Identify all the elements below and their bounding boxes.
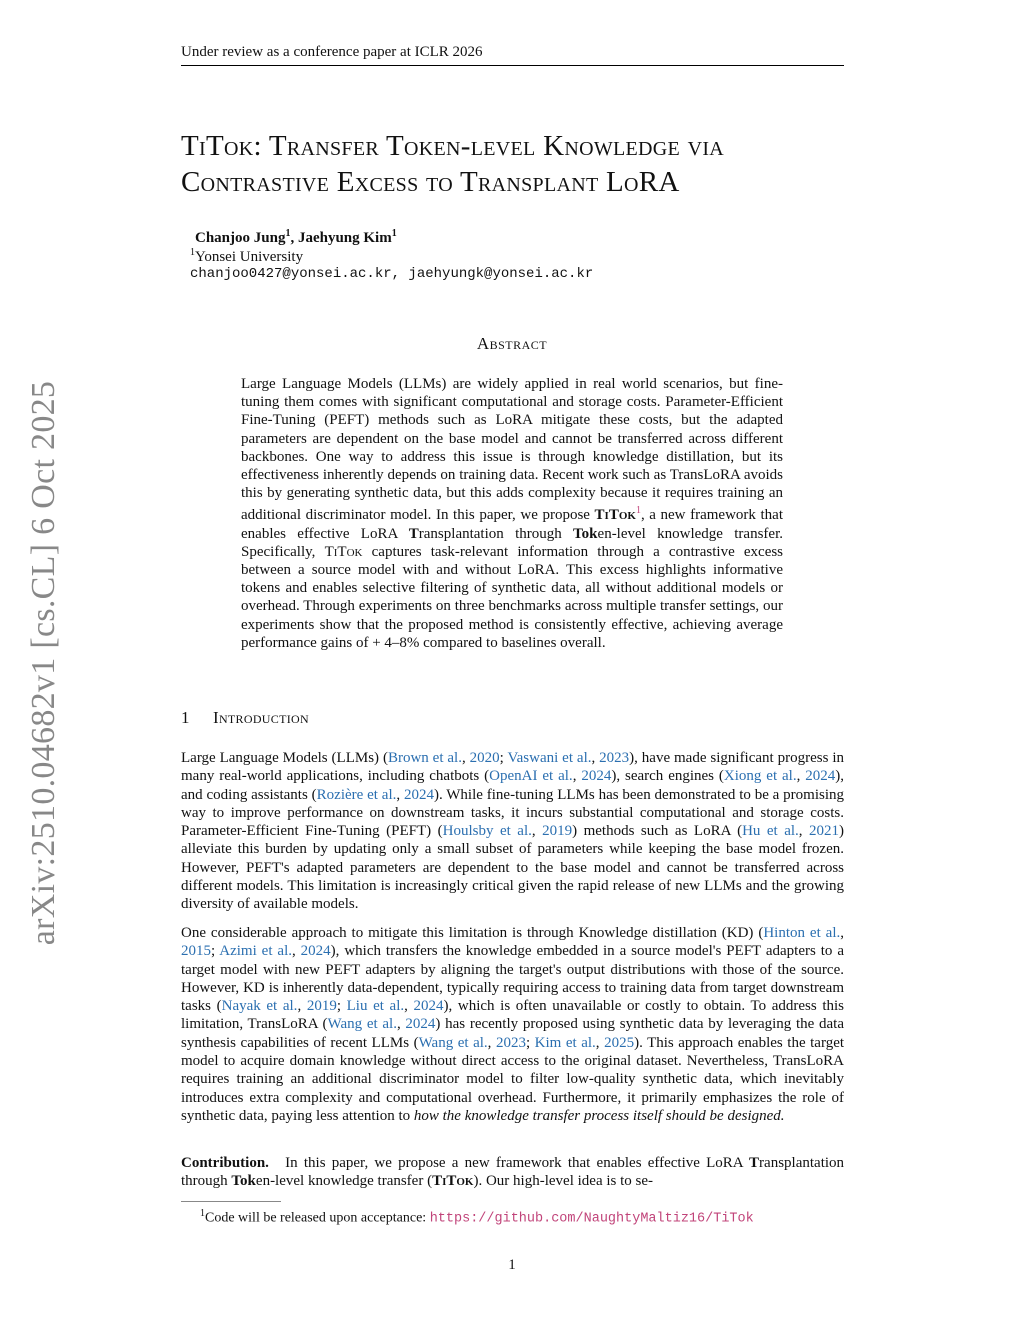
citation-link[interactable]: 2024: [403, 786, 434, 803]
paragraph-text: ,: [396, 786, 404, 803]
abstract-text: ransplantation through: [418, 525, 562, 542]
author-emails: chanjoo0427@yonsei.ac.kr, jaehyungk@yonsei.ac.kr: [190, 266, 594, 282]
abstract-body: [241, 375, 783, 652]
footnote-link[interactable]: 1: [635, 505, 641, 517]
emphasis-text: how the knowledge transfer process itself should be designed.: [413, 1107, 785, 1124]
paragraph-text: ,: [297, 998, 307, 1015]
affil-mark: 1: [391, 228, 397, 239]
paragraph-text: ;: [211, 943, 220, 960]
citation-link[interactable]: Rozière et al.: [316, 786, 397, 803]
footnote-mark: 1: [200, 1208, 205, 1219]
acronym-letter: T: [749, 1155, 760, 1171]
citation-link[interactable]: Xiong et al.: [723, 768, 797, 785]
citation-link[interactable]: Hu et al.: [742, 823, 799, 840]
code-url-link[interactable]: https://github.com/NaughtyMaltiz16/TiTok: [429, 1211, 754, 1227]
affil-mark: 1: [190, 247, 195, 258]
paragraph-text: ), have made significant progress in many real-world applications, including chatbots (: [181, 750, 845, 785]
citation-link[interactable]: 2024: [805, 768, 836, 785]
paragraph-text: ,: [396, 1016, 406, 1033]
abstract-text: captures task-relevant information through a contrastive excess between a source model with and without LoRA. This excess highlights informative tokens and enables selective filtering of synthetic data, all without additional models or overhead. Through experiments on three benchmarks across multiple transfer settings, our experiments show that the proposed method is consistently effective, achieving average performance gains of + 4–8% compared to baselines overall.: [241, 543, 784, 651]
acronym-letter: T: [408, 525, 419, 542]
citation-link[interactable]: Nayak et al.: [221, 998, 298, 1015]
affiliation: [190, 247, 303, 266]
paragraph-text: ;: [525, 1034, 535, 1051]
citation-link[interactable]: Brown et al.: [387, 750, 462, 766]
citation-link[interactable]: 2015: [181, 943, 211, 960]
method-name: TiTok: [432, 1173, 474, 1190]
author-name: Chanjoo Jung: [195, 230, 286, 246]
citation-link[interactable]: Houlsby et al.: [442, 823, 532, 840]
paragraph-text: ), which is often unavailable or costly to obtain. To address this limitation, TransLoRA (: [181, 998, 845, 1033]
paragraph-text: ;: [336, 998, 347, 1015]
acronym-letter: Tok: [573, 525, 598, 542]
paragraph-text: ,: [796, 768, 806, 785]
citation-link[interactable]: Kim et al.: [534, 1034, 596, 1051]
citation-link[interactable]: 2025: [604, 1034, 635, 1051]
paragraph-text: ,: [572, 768, 582, 785]
paragraph-text: ). This approach enables the target model to acquire domain knowledge without direct access to the original dataset. Nevertheless, TransLoRA requires training an additional discriminator model to filter low-quality synthetic data, which inevitably introduces extra complexity and computational overhead. Furthermore, it primarily emphasizes the role of synthetic data, paying less attention to: [181, 1034, 845, 1124]
footnote-divider: [181, 1201, 281, 1202]
paragraph-text: ,: [595, 1034, 605, 1051]
title-line-1: TiTok: Transfer Token-level Knowledge via: [181, 130, 725, 162]
running-header: Under review as a conference paper at ICLR 2026: [181, 44, 844, 66]
paragraph-text: ,: [461, 750, 470, 766]
citation-link[interactable]: 2023: [495, 1034, 526, 1051]
page-number: 1: [508, 1257, 516, 1273]
citation-link[interactable]: Hinton et al.: [763, 925, 841, 941]
paragraph-text: In this paper, we propose a new framework that enables effective LoRA: [285, 1155, 743, 1171]
citation-link[interactable]: 2024: [581, 768, 612, 785]
acronym-letter: Tok: [231, 1173, 256, 1190]
citation-link[interactable]: 2024: [413, 998, 444, 1015]
author-list: Chanjoo Jung$^1$, Jaehyung Kim$^1$: [195, 228, 397, 246]
section-heading: [181, 708, 309, 728]
citation-link[interactable]: OpenAI et al.: [489, 768, 573, 785]
affiliation-name: Yonsei University: [195, 249, 304, 265]
method-name: TiTok: [324, 543, 363, 560]
paragraph-text: ), and coding assistants (: [181, 768, 845, 803]
paragraph-text: ), which transfers the knowledge embedded in a source model's PEFT adapters to a target model with new PEFT adapters by aligning the target's output distributions with those of the source. However, KD is inherently data-dependent, typically requiring access to training data from target downstream tasks (: [181, 943, 844, 1015]
abstract-text: Large Language Models (LLMs) are widely applied in real world scenarios, but fine-tuning them comes with significant computational and storage costs. Parameter-Efficient Fine-Tuning (PEFT) methods such as LoRA mitigate these costs, but the adapted parameters are dependent on the base model and cannot be transferred across different backbones. One way to address this issue is through knowledge distillation, but its effectiveness inherently depends on training data. Recent work such as TransLoRA avoids this by generating synthetic data, but this adds complexity because it requires training an additional discriminator model. In this paper, we propose: [241, 376, 783, 524]
citation-link[interactable]: 2019: [542, 823, 573, 840]
paragraph-text: ,: [404, 998, 414, 1015]
section-number: 1: [181, 708, 190, 727]
arxiv-stamp: arXiv:2510.04682v1 [cs.CL] 6 Oct 2025: [25, 380, 62, 946]
paragraph-text: ,: [591, 750, 600, 766]
citation-link[interactable]: 2019: [306, 998, 337, 1015]
citation-link[interactable]: Azimi et al.: [219, 943, 292, 960]
intro-paragraph-1: [181, 749, 844, 914]
paragraph-text: ,: [531, 823, 543, 840]
contribution-paragraph: [181, 1154, 844, 1191]
author-name: Jaehyung Kim: [297, 230, 392, 246]
citation-link[interactable]: 2020: [469, 750, 500, 766]
paragraph-lead: Contribution.: [181, 1155, 269, 1171]
paragraph-text: ;: [499, 750, 508, 766]
footnote-text: Code will be released upon acceptance:: [205, 1210, 427, 1226]
title-line-2: Contrastive Excess to Transplant LoRA: [181, 166, 680, 198]
abstract-text: , a new framework that enables effective LoRA: [241, 507, 783, 542]
citation-link[interactable]: 2024: [405, 1016, 436, 1033]
abstract-heading: Abstract: [476, 334, 548, 353]
citation-link[interactable]: Wang et al.: [327, 1016, 397, 1033]
paragraph-text: ,: [798, 823, 810, 840]
paragraph-text: ransplantation through: [181, 1155, 845, 1190]
citation-link[interactable]: 2021: [809, 823, 840, 840]
paragraph-text: ) methods such as LoRA (: [572, 823, 743, 840]
paragraph-text: ) has recently proposed using synthetic data by leveraging the data synthesis capabilities of recent LLMs (: [181, 1016, 845, 1051]
paragraph-text: ). Our high-level idea is to se-: [473, 1173, 654, 1190]
abstract-text: en-level knowledge transfer. Specifically,: [241, 525, 783, 560]
affil-mark: 1: [285, 228, 291, 239]
paragraph-text: ). While fine-tuning LLMs has been demonstrated to be a promising way to improve performance on downstream tasks, it incurs substantial computational and storage costs. Parameter-Efficient Fine-Tuning (PEFT) (: [181, 786, 845, 840]
section-title: Introduction: [213, 708, 309, 727]
citation-link[interactable]: Vaswani et al.: [507, 750, 592, 766]
citation-link[interactable]: 2023: [599, 750, 630, 766]
citation-link[interactable]: Wang et al.: [418, 1034, 488, 1051]
method-name: TiTok: [594, 507, 636, 524]
paragraph-text: ), search engines (: [611, 768, 724, 785]
footnote: [200, 1208, 754, 1227]
paper-title: [181, 128, 861, 200]
paragraph-text: One considerable approach to mitigate this limitation is through Knowledge distillation (KD) (: [181, 925, 764, 941]
paragraph-text: ,: [292, 943, 301, 960]
paragraph-text: ) alleviate this burden by updating only a small subset of parameters while keeping the base model frozen. However, PEFT's adapted parameters are dependent to the base model and cannot be transferred across different models. This limitation is increasingly critical given the rapid release of new LLMs and the growing diversity of available models.: [181, 823, 845, 913]
paragraph-text: en-level knowledge transfer (: [255, 1173, 433, 1190]
paragraph-text: ,: [487, 1034, 496, 1051]
paragraph-text: Large Language Models (LLMs) (: [181, 750, 388, 766]
citation-link[interactable]: 2024: [300, 943, 331, 960]
citation-link[interactable]: Liu et al.: [346, 998, 405, 1015]
paragraph-text: ,: [840, 925, 844, 941]
intro-paragraph-2: [181, 924, 844, 1125]
